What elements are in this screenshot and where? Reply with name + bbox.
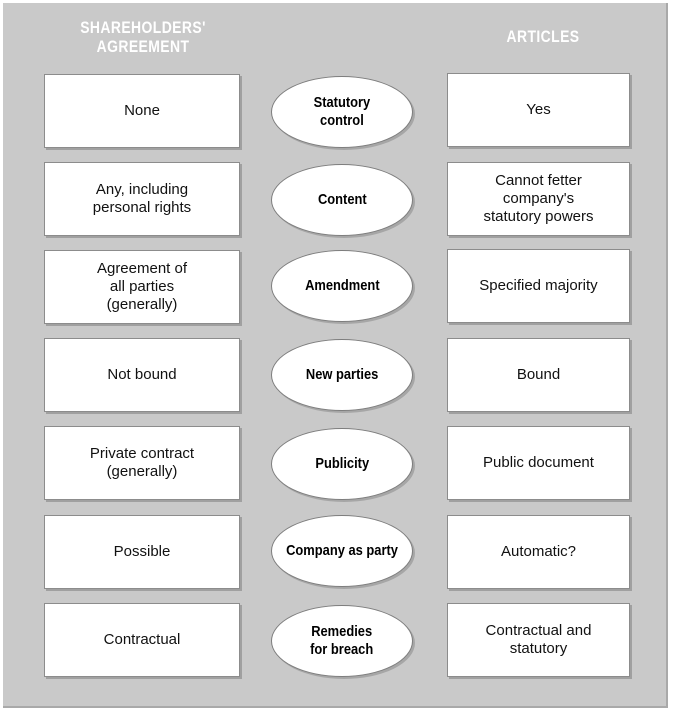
criterion-content [271, 164, 413, 236]
criterion-publicity [271, 428, 413, 500]
agreement-amendment: Agreement of all parties (generally) [44, 250, 240, 324]
criterion-label: Company as party [286, 542, 398, 559]
agreement-remedies-for-breach: Contractual [44, 603, 240, 677]
articles-publicity: Public document [447, 426, 630, 500]
articles-content: Cannot fetter company's statutory powers [447, 162, 630, 236]
criterion-statutory-control [271, 76, 413, 148]
agreement-company-as-party: Possible [44, 515, 240, 589]
articles-statutory-control: Yes [447, 73, 630, 147]
criterion-company-as-party [271, 515, 413, 587]
articles-amendment: Specified majority [447, 249, 630, 323]
criterion-new-parties [271, 339, 413, 411]
articles-header: ARTICLES [506, 27, 580, 46]
comparison-panel [3, 3, 668, 708]
agreement-content: Any, including personal rights [44, 162, 240, 236]
criterion-label: Publicity [315, 455, 369, 472]
articles-remedies-for-breach: Contractual and statutory [447, 603, 630, 677]
criterion-label: Amendment [304, 277, 380, 294]
criterion-label: Remedies for breach [310, 623, 374, 658]
criterion-label: Content [317, 191, 367, 208]
shareholders-agreement-header: SHAREHOLDERS' AGREEMENT [80, 18, 206, 56]
agreement-publicity: Private contract (generally) [44, 426, 240, 500]
criterion-label: Statutory control [313, 94, 371, 129]
articles-new-parties: Bound [447, 338, 630, 412]
criterion-label: New parties [305, 366, 379, 383]
agreement-new-parties: Not bound [44, 338, 240, 412]
agreement-statutory-control: None [44, 74, 240, 148]
criterion-amendment [271, 250, 413, 322]
criterion-remedies-for-breach [271, 605, 413, 677]
articles-company-as-party: Automatic? [447, 515, 630, 589]
